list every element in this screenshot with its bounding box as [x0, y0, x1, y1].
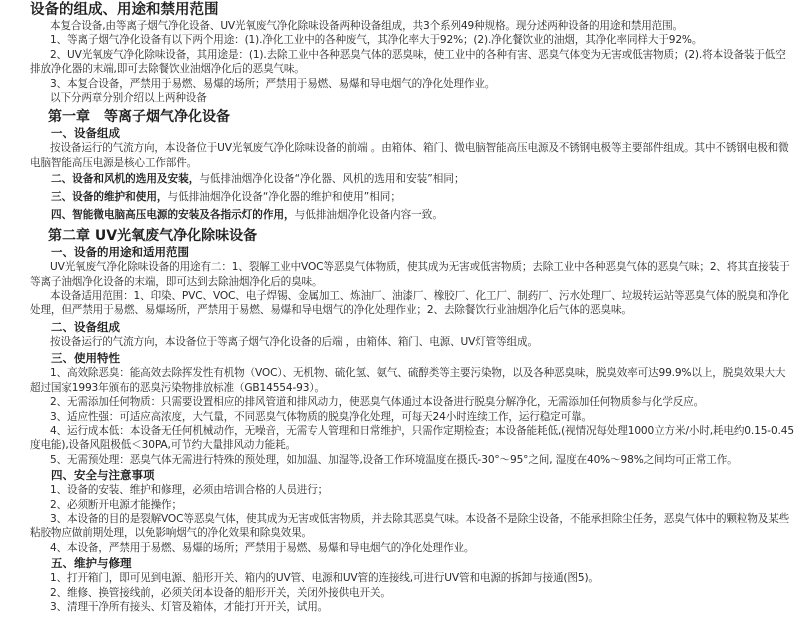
- ch1-section-4-text: 与低排油烟净化设备内容一致。: [294, 209, 443, 222]
- chapter-1-title: 第一章 等离子烟气净化设备: [48, 109, 230, 126]
- section-title: 设备的组成、用途和禁用范围: [30, 2, 219, 18]
- ch2-feature-1: 1、高效除恶臭：能高效去除挥发性有机物（VOC）、无机物、硫化氢、氨气、硫醇类等主要污染物，以及各种恶臭味，脱臭效率可达99.9%以上，脱臭效果大大超过国家1993年颁布的恶臭污染物排放标准（GB14554-93）。: [30, 367, 786, 394]
- ch1-section-3-title: 三、设备的维护和使用，: [51, 191, 168, 204]
- ch2-section-2-title: 二、设备组成: [51, 319, 120, 334]
- ch1-section-1-text: 按设备运行的气流方向，本设备位于UV光氧废气净化除味设备的前端 。由箱体、箱门、微电脑智能高压电源及不锈钢电极等主要部件组成。其中不锈钢电极和微电脑智能高压电源是核心工作部件。: [30, 142, 789, 169]
- ch1-section-4-title: 四、智能微电脑高压电源的安装及各指示灯的作用，: [51, 209, 295, 222]
- ch2-section-5-title: 五、维护与修理: [51, 556, 132, 571]
- ch2-section-1-para-2: 本设备适用范围：1、印染、PVC、VOC、电子焊锡、金属加工、炼油厂、油漆厂、橡胶厂、化工厂、制药厂、污水处理厂、垃圾转运站等恶臭气体的脱臭和净化处理，但严禁用于易燃、易爆场所，严禁用于易燃、易爆和导电烟气的净化处理作业；2、去除餐饮行业油烟净化后气体的恶臭味。: [30, 290, 789, 317]
- ch2-section-3-title: 三、使用特性: [51, 351, 120, 366]
- ch2-safety-4: 4、本设备，严禁用于易燃、易爆的场所；严禁用于易燃、易爆和导电烟气的净化处理作业。: [50, 541, 475, 554]
- ch2-feature-5: 5、无需预处理：恶臭气体无需进行特殊的预处理，如加温、加湿等,设备工作环境温度在摄氏-30°～95°之间, 湿度在40%～98%之间均可正常工作。: [50, 453, 738, 466]
- ch2-maintenance-3: 3、清理干净所有接头、灯管及箱体，才能打开开关，试用。: [50, 600, 329, 613]
- ch1-section-1-title: 一、设备组成: [51, 126, 120, 141]
- intro-item-2: 2、UV光氧废气净化除味设备，其用途是：(1).去除工业中各种恶臭气体的恶臭味，使工业中的各种有害、恶臭气体变为无害或低害物质；(2).将本设备装于低空排放净化器的末端,即可去除餐饮业油烟净化后的恶臭气味。: [30, 48, 786, 76]
- chapter-2-title: 第二章 UV光氧废气净化除味设备: [48, 228, 258, 245]
- ch1-section-2-title: 二、设备和风机的选用及安装，: [51, 173, 200, 186]
- ch2-section-4-title: 四、安全与注意事项: [51, 468, 155, 483]
- ch2-maintenance-2: 2、维修、换管接线前，必须关闭本设备的船形开关，关闭外接供电开关。: [50, 586, 391, 599]
- ch1-section-3: [51, 190, 794, 205]
- ch2-safety-1: 1、设备的安装、维护和修理，必须由培训合格的人员进行；: [50, 484, 329, 497]
- ch1-section-4: [51, 208, 794, 223]
- ch1-section-2: [51, 172, 794, 187]
- ch2-maintenance-1: 1、打开箱门，即可见到电源、船形开关、箱内的UV管、电源和UV管的连接线,可进行UV管和电源的拆卸与接通(图5)。: [50, 572, 599, 585]
- ch1-section-2-text: 与低排油烟净化设备“净化器、风机的选用和安装”相同；: [199, 173, 465, 186]
- ch2-feature-2: 2、无需添加任何物质：只需要设置相应的排风管道和排风动力，使恶臭气体通过本设备进行脱臭分解净化，无需添加任何物质参与化学反应。: [50, 396, 705, 409]
- ch2-feature-4: 4、运行成本低：本设备无任何机械动作，无噪音，无需专人管理和日常维护，只需作定期检查；本设备能耗低,(视情况每处理1000立方米/小时,耗电约0.15-0.45度电能),设备风阻极低＜30PA,可节约大量排风动力能耗。: [30, 424, 794, 452]
- intro-item-3: 3、本复合设备，严禁用于易燃、易爆的场所；严禁用于易燃、易爆和导电烟气的净化处理作业。: [50, 77, 496, 90]
- ch2-safety-2: 2、必须断开电源才能操作；: [50, 498, 182, 511]
- ch2-safety-3: 3、本设备的目的是裂解VOC等恶臭气体，使其成为无害或低害物质，并去除其恶臭气味。本设备不是除尘设备，不能承担除尘任务，恶臭气体中的颗粒物及某些粘胶物应做前期处理，以免影响烟气的净化效果和除臭效果。: [30, 512, 790, 540]
- ch2-section-1-title: 一、设备的用途和适用范围: [51, 245, 189, 260]
- ch1-section-3-text: 与低排油烟净化设备“净化器的维护和使用”相同；: [167, 191, 401, 204]
- ch2-section-1-para-1: UV光氧废气净化除味设备的用途有二：1、裂解工业中VOC等恶臭气体物质，使其成为无害或低害物质；去除工业中各种恶臭气体的恶臭气味；2、将其直接装于等离子油烟净化设备的末端，即可达到去除油烟净化后的臭味。: [30, 261, 790, 288]
- ch2-section-2-text: 按设备运行的气流方向，本设备位于等离子烟气净化设备的后端 ，由箱体、箱门、电源、UV灯管等组成。: [50, 335, 538, 348]
- intro-item-1: 1、等离子烟气净化设备有以下两个用途：(1).净化工业中的各种废气，其净化率大于92%；(2).净化餐饮业的油烟，其净化率同样大于92%。: [50, 34, 703, 47]
- ch2-feature-3: 3、适应性强：可适应高浓度，大气量，不同恶臭气体物质的脱臭净化处理，可每天24小时连续工作，运行稳定可靠。: [50, 410, 592, 423]
- intro-paragraph: 本复合设备,由等离子烟气净化设备、UV光氧废气净化除味设备两种设备组成，共3个系列49种规格。现分述两种设备的用途和禁用范围。: [50, 20, 683, 32]
- intro-note: 以下分两章分别介绍以上两种设备: [50, 92, 207, 105]
